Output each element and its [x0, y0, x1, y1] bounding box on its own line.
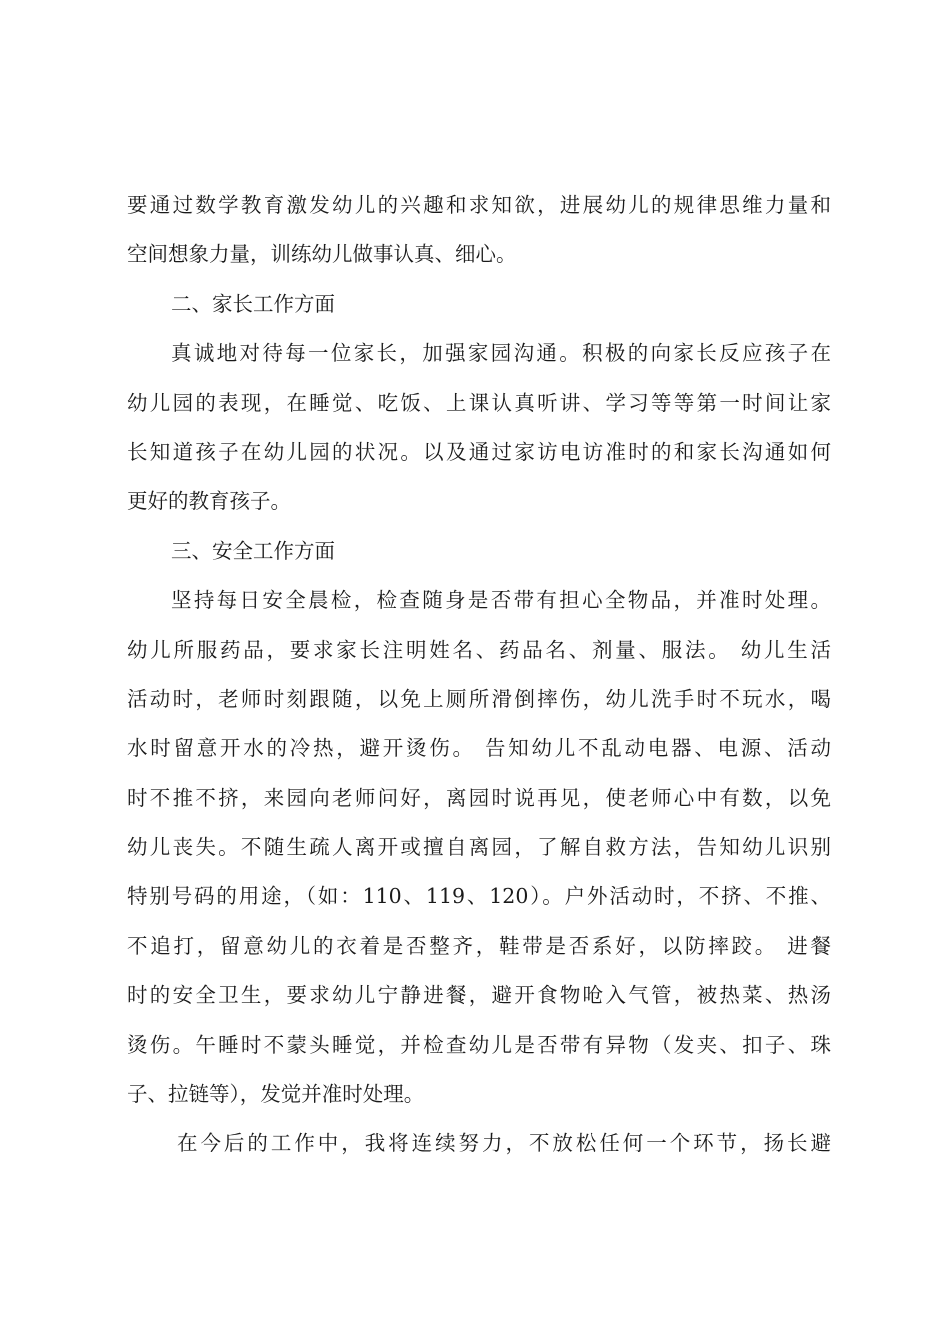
text-line: 长知道孩子在幼儿园的状况。以及通过家访电访准时的和家长沟通如何 [127, 439, 831, 464]
text-line: 烫伤。午睡时不蒙头睡觉，并检查幼儿是否带有异物（发夹、扣子、珠 [127, 1032, 831, 1057]
text-line: 特别号码的用途，（如：110、119、120）。户外活动时，不挤、不推、 [127, 884, 831, 909]
text-line: 幼儿所服药品，要求家长注明姓名、药品名、剂量、服法。 幼儿生活 [127, 637, 831, 662]
text-line: 坚持每日安全晨检，检查随身是否带有担心全物品，并准时处理。 [171, 588, 831, 613]
document-body [127, 181, 831, 1169]
text-line: 空间想象力量，训练幼儿做事认真、细心。 [127, 242, 517, 267]
section-heading-safety: 三、安全工作方面 [171, 538, 335, 563]
text-line: 幼儿丧失。不随生疏人离开或擅自离园，了解自救方法，告知幼儿识别 [127, 835, 831, 860]
text-line: 水时留意开水的冷热，避开烫伤。 告知幼儿不乱动电器、电源、活动 [127, 736, 831, 761]
text-line: 在今后的工作中，我将连续努力，不放松任何一个环节，扬长避 [177, 1131, 831, 1156]
text-line: 更好的教育孩子。 [127, 489, 291, 514]
text-line: 时不推不挤，来园向老师问好，离园时说再见，使老师心中有数，以免 [127, 785, 831, 810]
text-line: 幼儿园的表现，在睡觉、吃饭、上课认真听讲、学习等等第一时间让家 [127, 390, 831, 415]
text-line: 不追打，留意幼儿的衣着是否整齐，鞋带是否系好，以防摔跤。 进餐 [127, 933, 831, 958]
text-line: 活动时，老师时刻跟随，以免上厕所滑倒摔伤，幼儿洗手时不玩水，喝 [127, 686, 831, 711]
text-line: 真诚地对待每一位家长，加强家园沟通。积极的向家长反应孩子在 [171, 341, 831, 366]
text-line: 子、拉链等），发觉并准时处理。 [127, 1082, 425, 1107]
text-line: 时的安全卫生，要求幼儿宁静进餐，避开食物呛入气管，被热菜、热汤 [127, 983, 831, 1008]
section-heading-parents: 二、家长工作方面 [171, 291, 335, 316]
text-line: 要通过数学教育激发幼儿的兴趣和求知欲，进展幼儿的规律思维力量和 [127, 193, 831, 217]
